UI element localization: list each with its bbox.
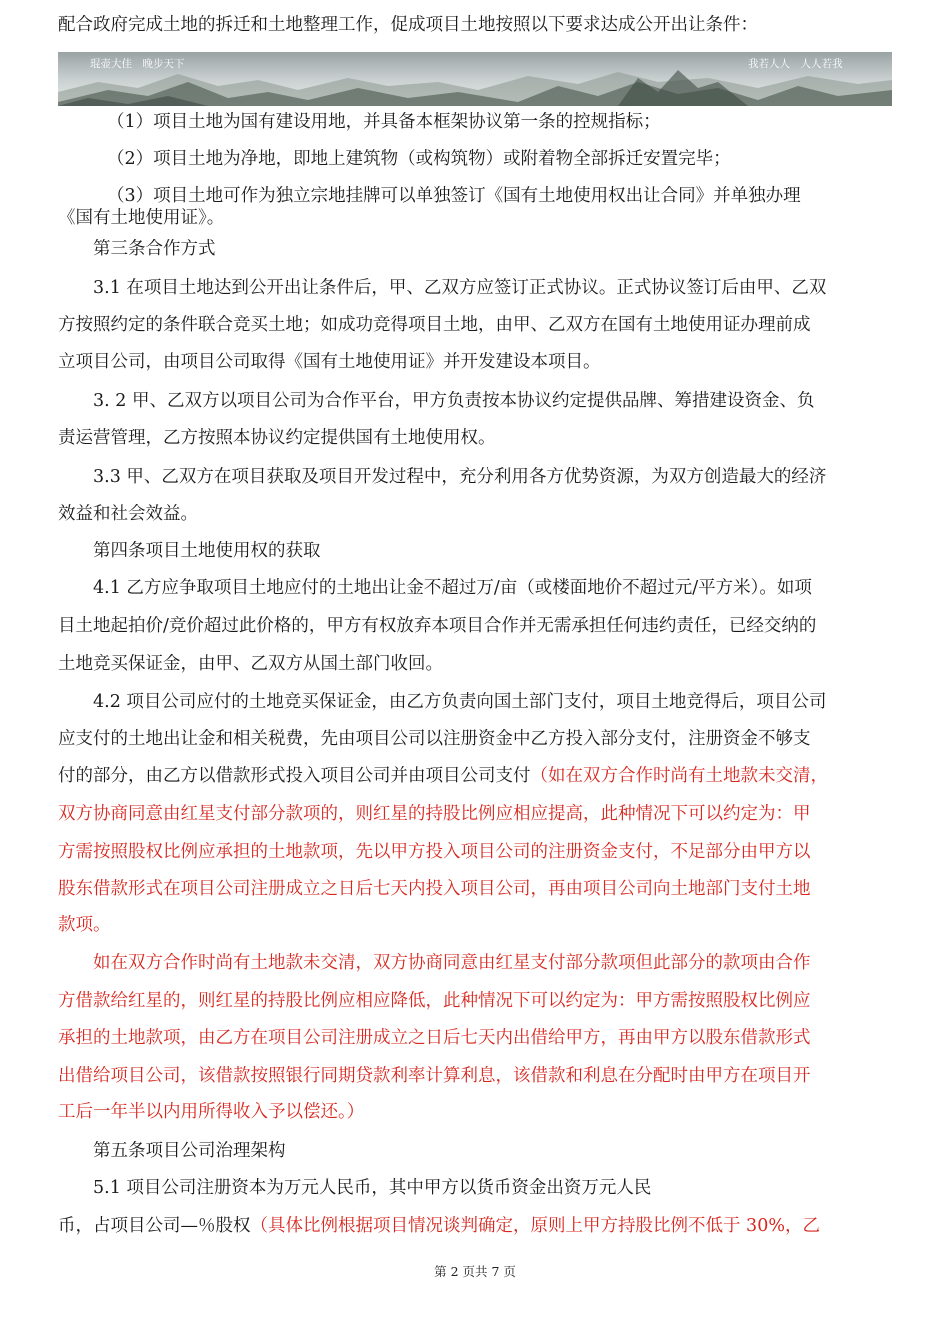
page-footer: 第 2 页共 7 页 <box>434 1264 516 1279</box>
clause-5-1: 5.1 项目公司注册资本为万元人民币，其中甲方以货币资金出资万元人民 <box>93 1178 652 1198</box>
text-line: 出借给项目公司，该借款按照银行同期贷款利率计算利息，该借款和利息在分配时由甲方在项目开 <box>58 1066 811 1086</box>
clause-3-1: 3.1 在项目土地达到公开出让条件后，甲、乙双方应签订正式协议。正式协议签订后由甲、乙双 <box>93 278 827 298</box>
article-heading: 第三条合作方式 <box>93 239 216 259</box>
article-heading: 第四条项目土地使用权的获取 <box>93 541 321 561</box>
text-line: 立项目公司，由项目公司取得《国有土地使用证》并开发建设本项目。 <box>58 352 601 372</box>
text-line: 土地竞买保证金，由甲、乙双方从国土部门收回。 <box>58 654 443 674</box>
text-line: 方按照约定的条件联合竞买土地；如成功竞得项目土地，由甲、乙双方在国有土地使用证办理前成 <box>58 315 811 335</box>
banner-right-caption: 我若人人 人人若我 <box>748 58 843 70</box>
condition-item-2: （2）项目土地为净地，即地上建筑物（或构筑物）或附着物全部拆迁安置完毕； <box>107 149 731 169</box>
article-heading: 第五条项目公司治理架构 <box>93 1141 286 1161</box>
text-line: 方需按照股权比例应承担的土地款项，先以甲方投入项目公司的注册资金支付，不足部分由甲方以 <box>58 842 811 862</box>
condition-item-1: （1）项目土地为国有建设用地，并具备本框架协议第一条的控规指标； <box>107 112 661 132</box>
text-line: 币，占项目公司—％股权（具体比例根据项目情况谈判确定，原则上甲方持股比例不低于 30%，乙 <box>58 1216 820 1236</box>
text-line: 承担的土地款项，由乙方在项目公司注册成立之日后七天内出借给甲方，再由甲方以股东借款形式 <box>58 1028 811 1048</box>
text-line: 配合政府完成土地的拆迁和土地整理工作，促成项目土地按照以下要求达成公开出让条件： <box>58 15 758 35</box>
text-line: 股东借款形式在项目公司注册成立之日后七天内投入项目公司，再由项目公司向土地部门支付土地 <box>58 879 811 899</box>
text-line: 责运营管理，乙方按照本协议约定提供国有土地使用权。 <box>58 428 496 448</box>
clause-4-2: 4.2 项目公司应付的土地竞买保证金，由乙方负责向国土部门支付，项目土地竞得后，项目公司 <box>93 692 827 712</box>
text-line: 款项。 <box>58 915 111 935</box>
text-line: 工后一年半以内用所得收入予以偿还。） <box>58 1102 365 1122</box>
clause-3-3: 3.3 甲、乙双方在项目获取及项目开发过程中，充分利用各方优势资源，为双方创造最大的经济 <box>93 467 827 487</box>
banner-left-caption: 琨壶大佳 晚步天下 <box>90 58 185 70</box>
clause-3-2: 3. 2 甲、乙双方以项目公司为合作平台，甲方负责按本协议约定提供品牌、筹措建设资金、负 <box>93 391 815 411</box>
text-line: 《国有土地使用证》。 <box>58 208 225 228</box>
text-line: 方借款给红星的，则红星的持股比例应相应降低，此种情况下可以约定为：甲方需按照股权比例应 <box>58 991 811 1011</box>
clause-4-1: 4.1 乙方应争取项目土地应付的土地出让金不超过万/亩（或楼面地价不超过元/平方米）。如项 <box>93 578 812 598</box>
landscape-banner <box>58 52 892 106</box>
text-line: 付的部分，由乙方以借款形式投入项目公司并由项目公司支付（如在双方合作时尚有土地款未交清， <box>58 766 828 786</box>
text-line: 效益和社会效益。 <box>58 504 198 524</box>
text-line: 双方协商同意由红星支付部分款项的，则红星的持股比例应相应提高，此种情况下可以约定为：甲 <box>58 804 811 824</box>
text-line: 应支付的土地出让金和相关税费，先由项目公司以注册资金中乙方投入部分支付，注册资金不够支 <box>58 729 811 749</box>
red-note-paragraph: 如在双方合作时尚有土地款未交清，双方协商同意由红星支付部分款项但此部分的款项由合作 <box>93 953 811 973</box>
text-line: 目土地起拍价/竞价超过此价格的，甲方有权放弃本项目合作并无需承担任何违约责任，已经交纳的 <box>58 616 817 636</box>
condition-item-3: （3）项目土地可作为独立宗地挂牌可以单独签订《国有土地使用权出让合同》并单独办理 <box>107 186 801 206</box>
